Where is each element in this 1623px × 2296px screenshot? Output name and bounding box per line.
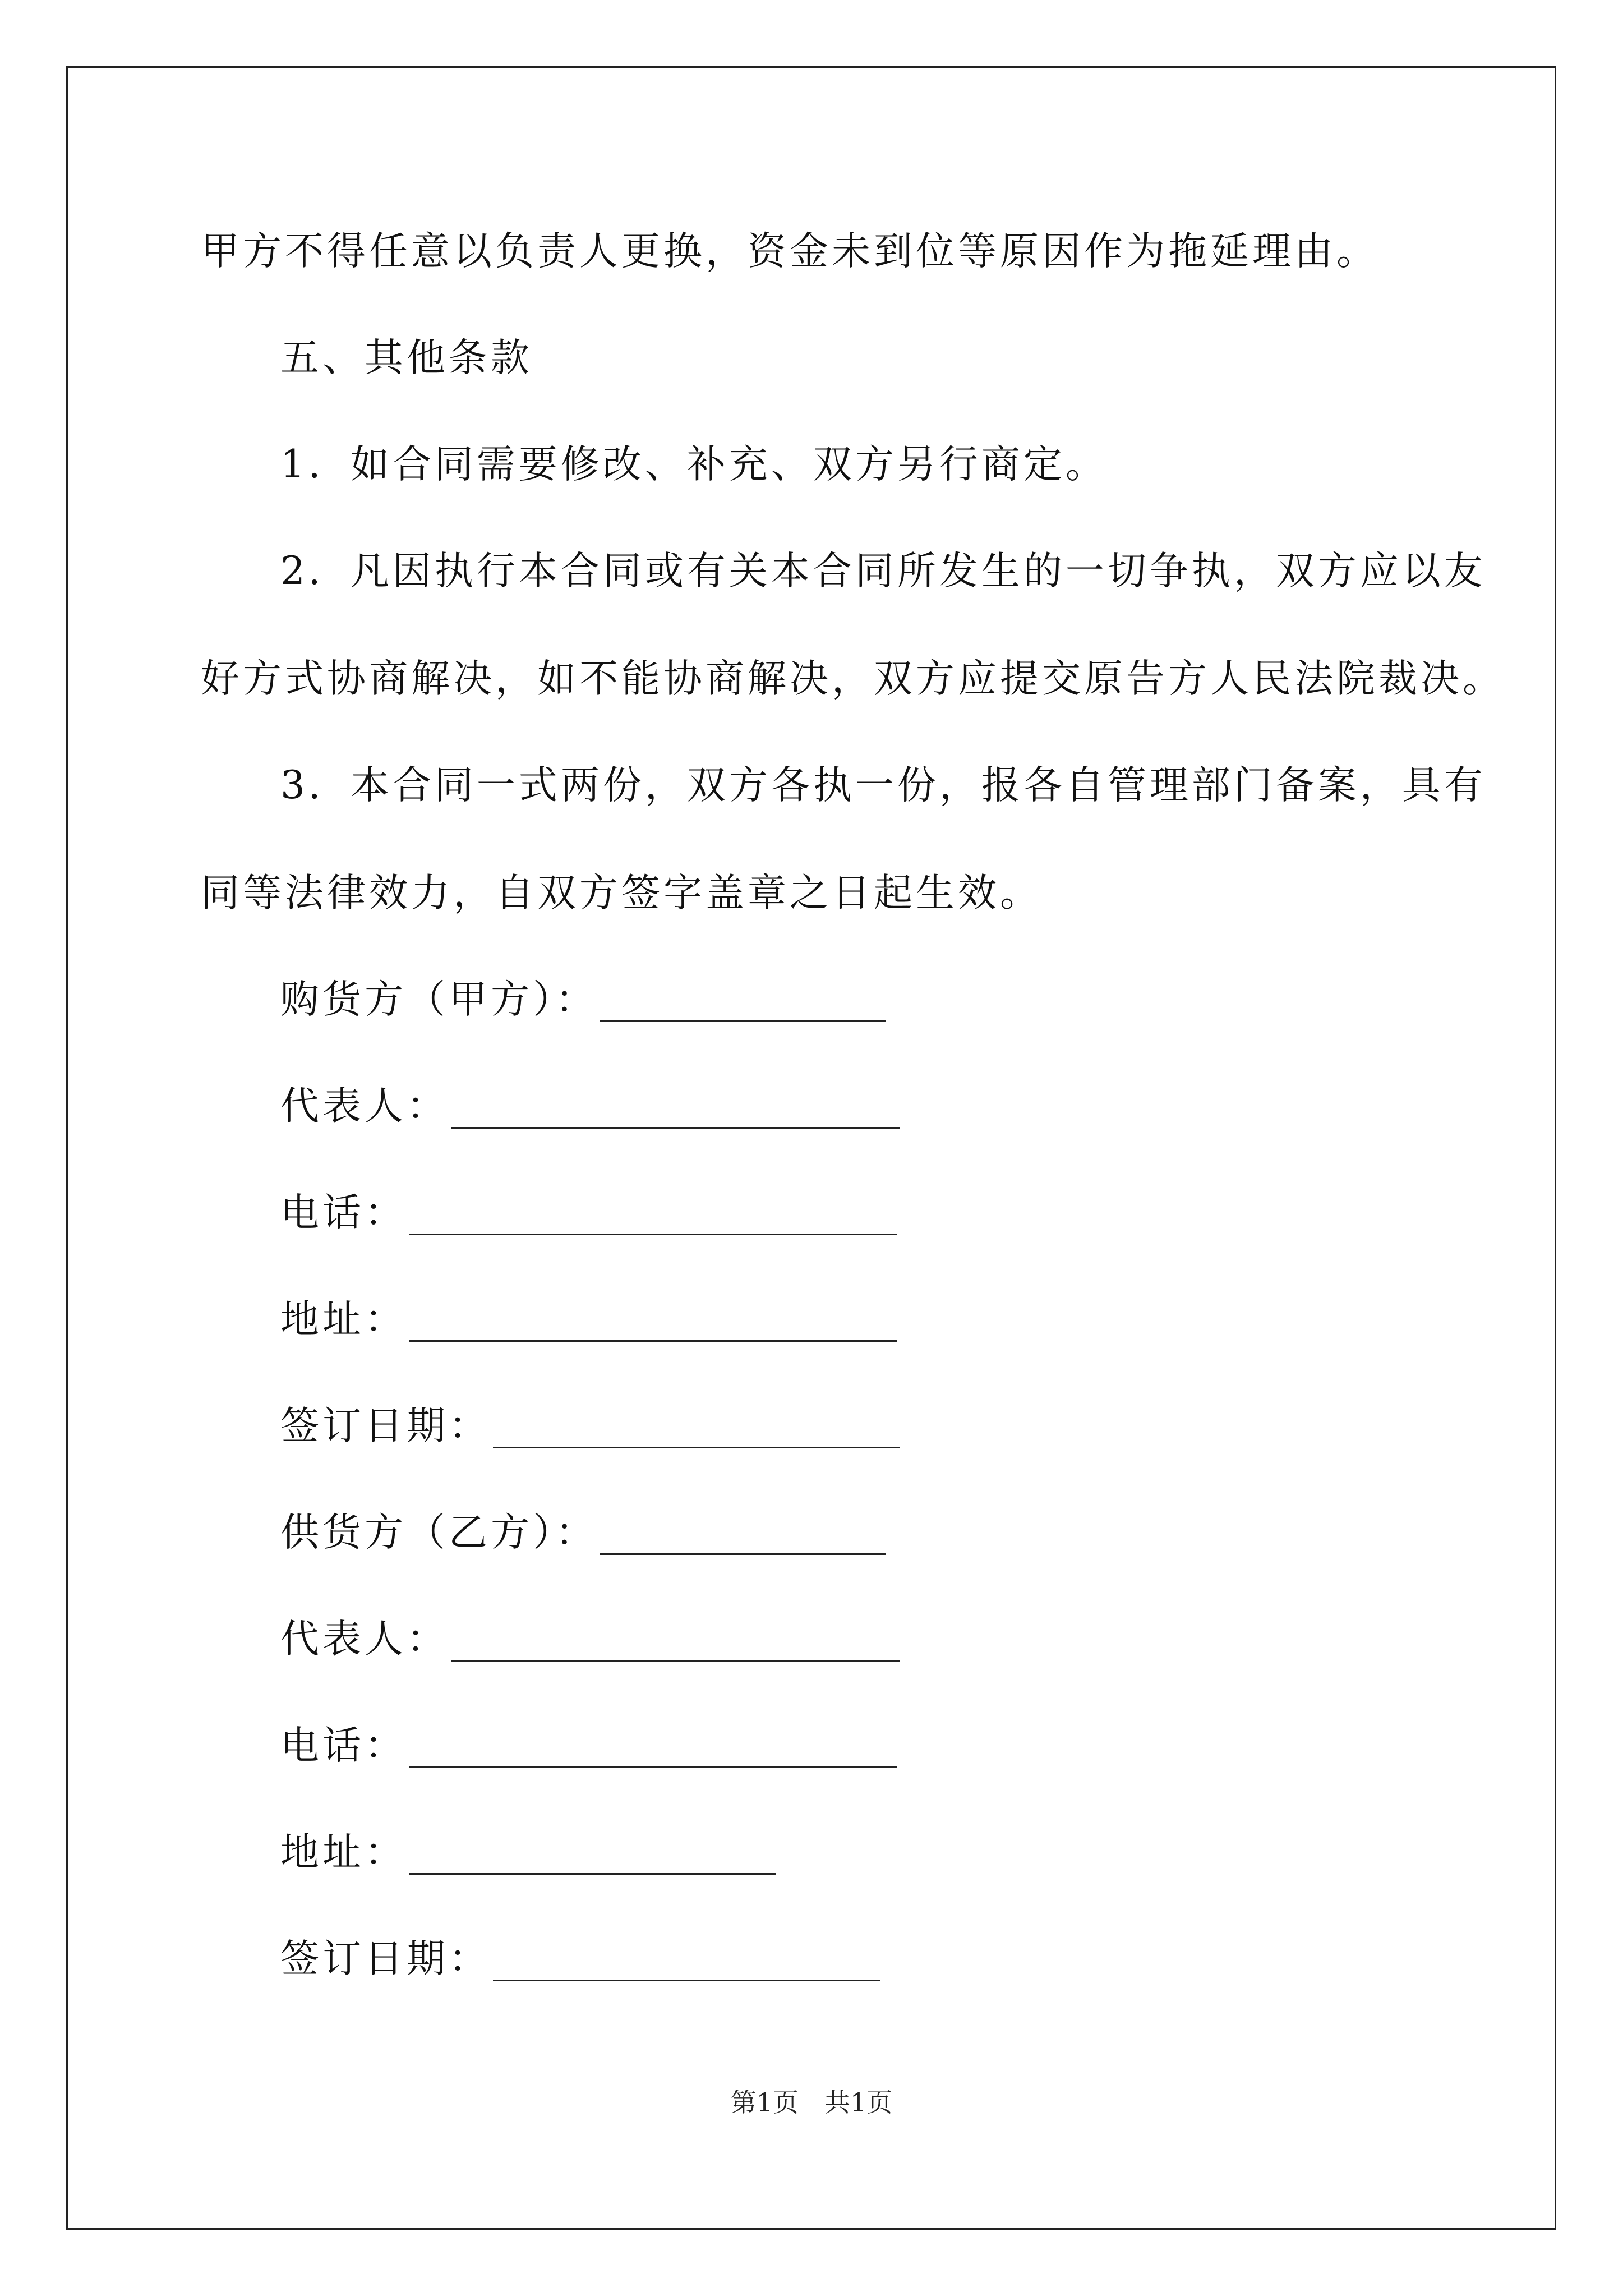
buyer-address-label: 地址： xyxy=(280,1297,407,1342)
buyer-representative-blank[interactable] xyxy=(451,1093,900,1129)
seller-date-label: 签订日期： xyxy=(280,1936,491,1981)
seller-party-row xyxy=(280,1510,886,1555)
page-border xyxy=(66,66,1556,2230)
seller-party-label: 供货方（乙方）： xyxy=(280,1510,598,1555)
buyer-party-row xyxy=(280,977,886,1022)
clause-2-line-2: 好方式协商解决，如不能协商解决，双方应提交原告方人民法院裁决。 xyxy=(201,656,1505,701)
buyer-phone-row xyxy=(280,1190,897,1235)
clause-2-line-1: 2．凡因执行本合同或有关本合同所发生的一切争执，双方应以友 xyxy=(280,549,1486,593)
buyer-date-label: 签订日期： xyxy=(280,1404,491,1448)
page-number-footer: 第1页 共1页 xyxy=(730,2087,893,2118)
buyer-date-row xyxy=(280,1404,900,1448)
buyer-phone-label: 电话： xyxy=(280,1190,407,1235)
seller-address-row xyxy=(280,1830,776,1875)
seller-representative-row xyxy=(280,1617,900,1662)
seller-address-label: 地址： xyxy=(280,1830,407,1875)
clause-1: 1．如合同需要修改、补充、双方另行商定。 xyxy=(280,442,1108,487)
buyer-address-blank[interactable] xyxy=(409,1306,897,1342)
buyer-party-label: 购货方（甲方）： xyxy=(280,977,598,1022)
buyer-address-row xyxy=(280,1297,897,1342)
clause-3-line-2: 同等法律效力，自双方签字盖章之日起生效。 xyxy=(201,871,1042,915)
buyer-representative-row xyxy=(280,1084,900,1129)
seller-address-blank[interactable] xyxy=(409,1839,776,1875)
seller-date-row xyxy=(280,1936,880,1981)
buyer-phone-blank[interactable] xyxy=(409,1200,897,1235)
seller-representative-label: 代表人： xyxy=(280,1617,449,1662)
section-heading-other-terms: 五、其他条款 xyxy=(280,335,533,380)
buyer-date-blank[interactable] xyxy=(493,1413,900,1448)
seller-party-blank[interactable] xyxy=(600,1520,886,1555)
seller-date-blank[interactable] xyxy=(493,1946,880,1981)
paragraph-delay-clause: 甲方不得任意以负责人更换，资金未到位等原因作为拖延理由。 xyxy=(201,229,1378,274)
seller-phone-label: 电话： xyxy=(280,1723,407,1768)
seller-phone-blank[interactable] xyxy=(409,1733,897,1768)
buyer-representative-label: 代表人： xyxy=(280,1084,449,1129)
seller-representative-blank[interactable] xyxy=(451,1626,900,1662)
buyer-party-blank[interactable] xyxy=(600,987,886,1022)
seller-phone-row xyxy=(280,1723,897,1768)
clause-3-line-1: 3．本合同一式两份，双方各执一份，报各自管理部门备案，具有 xyxy=(280,763,1486,808)
